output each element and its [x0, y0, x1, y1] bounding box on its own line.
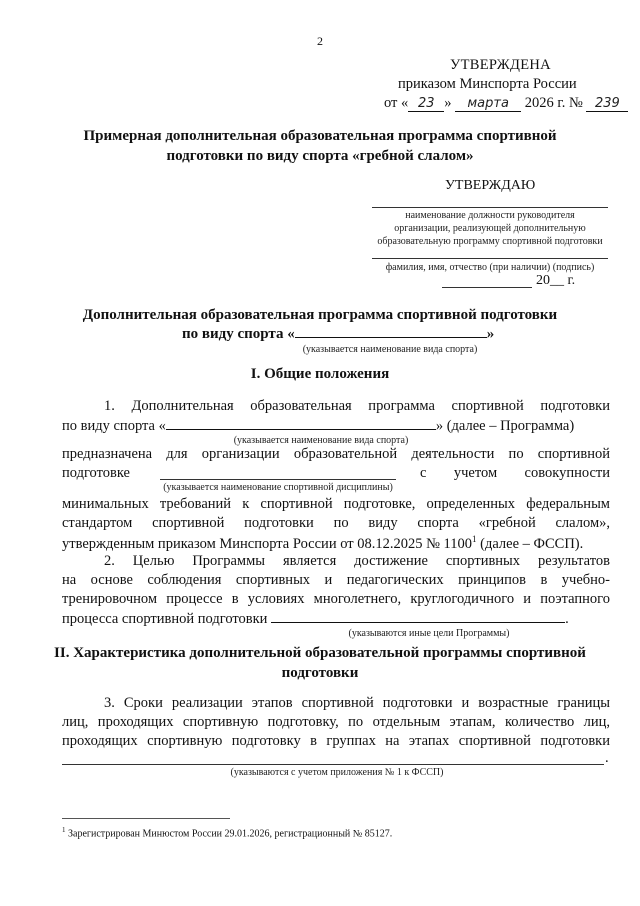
- approve-date-suffix: 20__ г.: [536, 273, 576, 288]
- p3-line4-suffix: .: [605, 750, 609, 766]
- footnote: [62, 826, 392, 839]
- section1-title: I. Общие положения: [250, 366, 390, 382]
- p1-line7: [62, 534, 583, 553]
- p1-line2: [62, 417, 574, 435]
- p2-line4: [62, 610, 569, 628]
- p1-caption-1: (указывается наименование вида спорта): [233, 435, 409, 446]
- p2-line2: на основе соблюдения спортивных и педагогических принципов в учебно-: [62, 572, 610, 588]
- approval-month-handwritten: марта: [455, 97, 521, 112]
- additional-title-suffix: »: [486, 326, 495, 342]
- p1-line7-b: (далее – ФССП).: [476, 535, 584, 552]
- p3-line1: 3. Сроки реализации этапов спортивной подготовки и возрастные границы: [104, 695, 610, 711]
- approval-number-handwritten: 239: [586, 97, 628, 112]
- approve-caption-1: наименование должности руководителя: [405, 210, 575, 221]
- approve-position-line: [372, 207, 608, 208]
- footnote-mark: 1: [62, 826, 66, 834]
- approval-order-line: приказом Минспорта России: [398, 76, 577, 92]
- additional-title-caption: (указывается наименование вида спорта): [302, 344, 478, 355]
- p1-line5: минимальных требований к спортивной подготовке, определенных федеральным: [62, 496, 610, 512]
- p3-line2: лиц, проходящих спортивную подготовку, по отдельным этапам, количество лиц,: [62, 714, 610, 730]
- p1-line3: предназначена для организации образовательной деятельности по спортивной: [62, 446, 610, 462]
- footnote-separator: [62, 818, 230, 819]
- p1-line4-prefix: подготовке: [62, 465, 130, 481]
- p1-footnote-ref: 1: [472, 534, 477, 544]
- program-title-line2: подготовки по виду спорта «гребной слалом»: [166, 148, 474, 164]
- p2-caption: (указываются иные цели Программы): [348, 628, 510, 639]
- approve-date-line: [442, 287, 532, 288]
- approval-date-line: [384, 95, 628, 112]
- approval-date-sep: »: [444, 95, 452, 111]
- p1-line4-suffix: с учетом совокупности: [420, 465, 610, 481]
- p2-line1: 2. Целью Программы является достижение спортивных результатов: [104, 553, 610, 569]
- p1-caption-2: (указывается наименование спортивной дисциплины): [163, 482, 393, 493]
- page-number: 2: [317, 34, 323, 48]
- section2-title-line2: подготовки: [281, 665, 359, 681]
- approve-caption-3: образовательную программу спортивной подготовки: [377, 236, 603, 247]
- p3-line3: проходящих спортивную подготовку в группах на этапах спортивной подготовки: [62, 733, 610, 749]
- additional-title-prefix: по виду спорта «: [182, 326, 295, 342]
- p2-line4-prefix: процесса спортивной подготовки: [62, 611, 268, 627]
- program-title-line1: Примерная дополнительная образовательная программа спортивной: [83, 128, 557, 144]
- p1-line1: 1. Дополнительная образовательная программа спортивной подготовки: [104, 398, 610, 414]
- approval-date-prefix: от «: [384, 95, 409, 111]
- footnote-text: Зарегистрирован Минюстом России 29.01.2026, регистрационный № 85127.: [65, 828, 393, 840]
- p1-line2-prefix: по виду спорта «: [62, 418, 166, 434]
- approval-title: УТВЕРЖДЕНА: [450, 57, 551, 73]
- p3-caption: (указываются с учетом приложения № 1 к ФССП): [230, 767, 444, 778]
- p1-line6: стандартом спортивной подготовки по виду спорта «гребной слалом»,: [62, 515, 610, 531]
- additional-title-line2: [182, 325, 494, 343]
- approve-name-line: [372, 258, 608, 259]
- p1-line2-suffix: » (далее – Программа): [435, 418, 575, 434]
- sport-name-blank: [295, 325, 487, 338]
- p1-sport-blank: [166, 417, 436, 430]
- approval-day-handwritten: 23: [408, 97, 444, 112]
- approval-year: 2026 г. №: [524, 95, 583, 111]
- p2-line4-suffix: .: [565, 611, 569, 627]
- approve-caption-4: фамилия, имя, отчество (при наличии) (подпись): [385, 262, 595, 273]
- p3-blank-line: [62, 764, 604, 765]
- approve-caption-2: организации, реализующей дополнительную: [394, 223, 586, 234]
- additional-title-line1: Дополнительная образовательная программа спортивной подготовки: [82, 307, 558, 323]
- p1-line7-a: утвержденным приказом Минспорта России от 08.12.2025 № 1100: [62, 535, 473, 552]
- p1-discipline-blank: [160, 479, 396, 480]
- p2-goals-blank: [271, 610, 565, 623]
- p2-line3: тренировочном процессе в условиях многолетнего, круглогодичного и поэтапного: [62, 591, 610, 607]
- section2-title-line1: II. Характеристика дополнительной образовательной программы спортивной: [54, 645, 586, 661]
- approve-title: УТВЕРЖДАЮ: [445, 178, 536, 193]
